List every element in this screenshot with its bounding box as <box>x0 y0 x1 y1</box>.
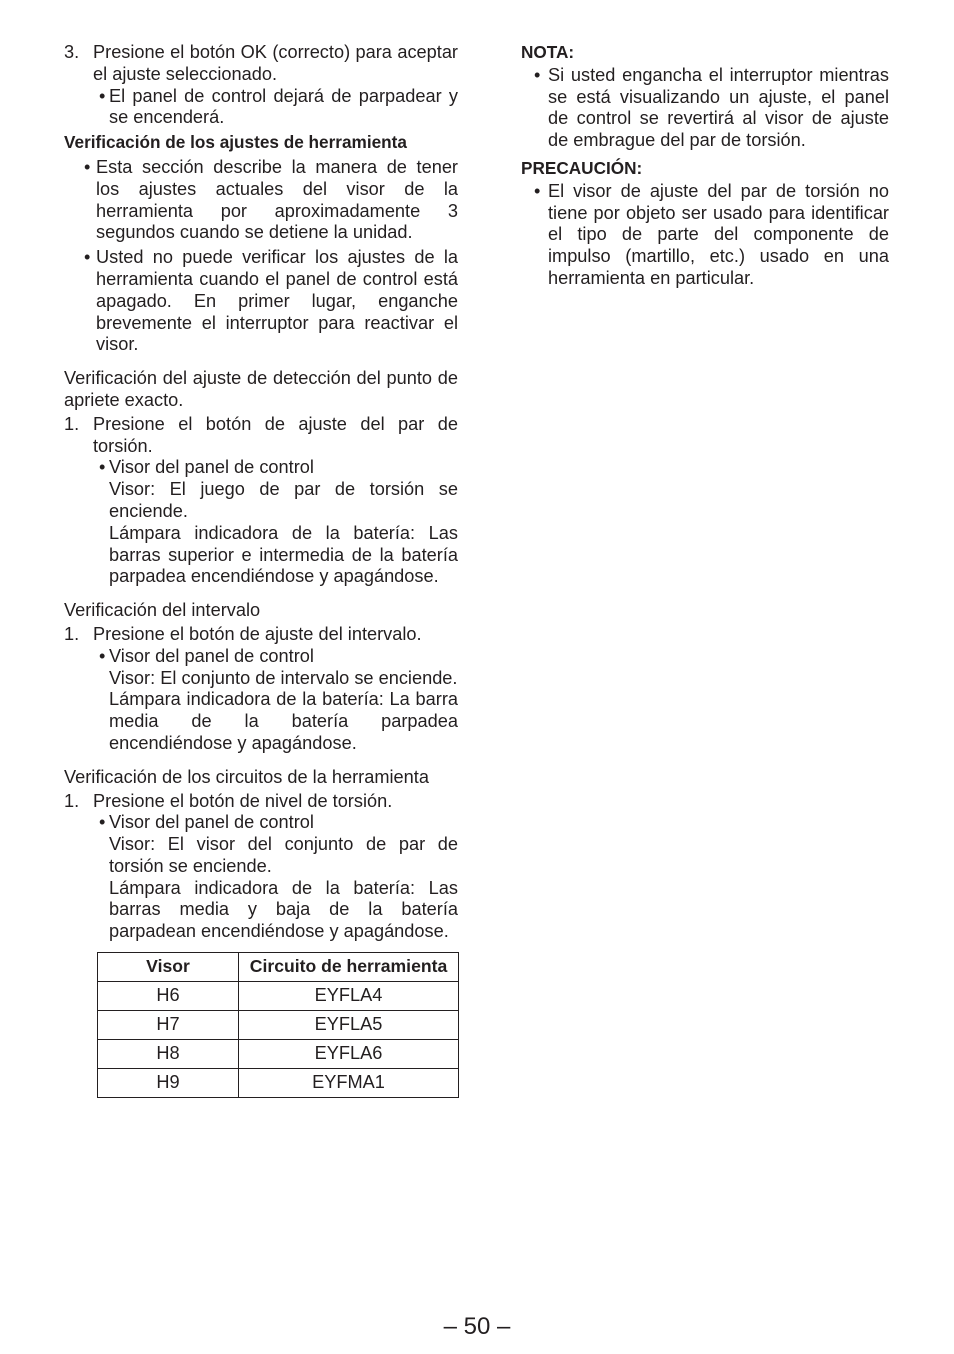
table-header-row <box>98 953 459 982</box>
section-step <box>64 791 458 813</box>
section-sub <box>64 646 458 668</box>
table-row <box>98 1069 459 1098</box>
caution-text: El visor de ajuste del par de torsión no tiene por objeto ser usado para identificar el tipo de parte del componente de impulso (martillo, etc.) usado en una herramienta en particular. <box>548 180 889 288</box>
step-3 <box>64 42 458 86</box>
step-number: 3. <box>64 42 80 62</box>
note-bullet <box>521 65 889 152</box>
lamp-text: Lámpara indicadora de la batería: Las barras media y baja de la batería parpadean encendiéndose y apagándose. <box>109 877 458 942</box>
cell-circuit: EYFMA1 <box>239 1069 459 1098</box>
note-heading: NOTA: <box>521 42 575 62</box>
sub-text: Visor del panel de control <box>109 812 314 833</box>
cell-visor: H9 <box>98 1069 239 1098</box>
table-row <box>98 1011 459 1040</box>
visor-text: Visor: El visor del conjunto de par de torsión se enciende. <box>109 834 458 876</box>
left-column <box>64 42 458 1098</box>
tool-settings-bullet-1 <box>64 157 458 244</box>
lamp-text: Lámpara indicadora de la batería: La barra media de la batería parpadea encendiéndose y apagándose. <box>109 689 458 753</box>
cell-circuit: EYFLA4 <box>239 982 459 1011</box>
cell-circuit: EYFLA6 <box>239 1040 459 1069</box>
column-header-circuit: Circuito de herramienta <box>239 953 459 982</box>
cell-visor: H8 <box>98 1040 239 1069</box>
section-step <box>64 624 458 646</box>
bullet: • <box>99 645 106 666</box>
cell-visor: H6 <box>98 982 239 1011</box>
step-text: Presione el botón de nivel de torsión. <box>93 790 393 811</box>
lamp-text: Lámpara indicadora de la batería: Las barras superior e intermedia de la batería parpadea encendiéndose y apagándose. <box>109 522 458 587</box>
section-title: Verificación del ajuste de detección del punto de apriete exacto. <box>64 368 458 410</box>
sub-text: Visor del panel de control <box>109 645 314 666</box>
step-number: 1. <box>64 790 80 811</box>
step-3-sub <box>64 86 458 130</box>
tool-circuit-table <box>97 952 459 1098</box>
bullet: • <box>99 812 106 833</box>
cell-visor: H7 <box>98 1011 239 1040</box>
step-text: Presione el botón de ajuste del par de torsión. <box>93 413 458 456</box>
table-row <box>98 1040 459 1069</box>
section-title: Verificación del intervalo <box>64 600 261 621</box>
bullet: • <box>84 247 91 268</box>
caution-bullet <box>521 181 889 290</box>
bullet: • <box>534 64 541 85</box>
section-step <box>64 414 458 458</box>
column-header-visor: Visor <box>98 953 239 982</box>
step-text: Presione el botón OK (correcto) para aceptar el ajuste seleccionado. <box>93 42 458 84</box>
section-title: Verificación de los circuitos de la herramienta <box>64 766 429 787</box>
caution-heading: PRECAUCIÓN: <box>521 157 643 178</box>
page-number: – 50 – <box>443 1313 511 1340</box>
bullet: • <box>99 457 106 478</box>
visor-text: Visor: El juego de par de torsión se enciende. <box>109 479 458 521</box>
tool-settings-bullet-2 <box>64 247 458 356</box>
step-number: 1. <box>64 413 80 434</box>
tool-settings-heading: Verificación de los ajustes de herramienta <box>64 132 407 153</box>
section-sub <box>64 457 458 479</box>
bullet: • <box>99 85 106 106</box>
bullet: • <box>84 156 91 177</box>
section-sub <box>64 812 458 834</box>
right-column <box>521 42 889 290</box>
bullet-text: Usted no puede verificar los ajustes de la herramienta cuando el panel de control está apagado. En primer lugar, enganche brevemente el interruptor para reactivar el visor. <box>96 247 458 355</box>
bullet: • <box>534 180 541 201</box>
sub-text: Visor del panel de control <box>109 457 314 478</box>
note-text: Si usted engancha el interruptor mientras se está visualizando un ajuste, el panel de control se revertirá al visor de ajuste de embrague del par de torsión. <box>548 64 889 151</box>
visor-text: Visor: El conjunto de intervalo se enciende. <box>109 667 458 688</box>
sub-text: El panel de control dejará de parpadear y se encenderá. <box>109 85 458 128</box>
bullet-text: Esta sección describe la manera de tener los ajustes actuales del visor de la herramienta por aproximadamente 3 segundos cuando se detiene la unidad. <box>96 156 458 243</box>
step-number: 1. <box>64 623 80 644</box>
step-text: Presione el botón de ajuste del intervalo. <box>93 623 422 644</box>
cell-circuit: EYFLA5 <box>239 1011 459 1040</box>
table-row <box>98 982 459 1011</box>
